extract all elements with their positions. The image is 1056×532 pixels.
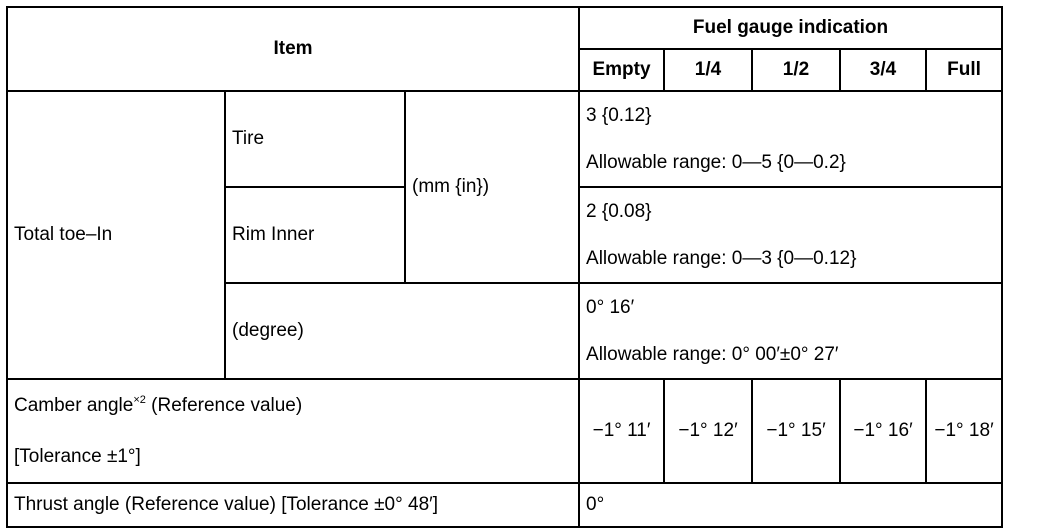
thrust-row xyxy=(7,483,1002,527)
camber-value-full: −1° 18′ xyxy=(926,379,1002,483)
alignment-spec-table xyxy=(6,6,1003,528)
level-header-empty: Empty xyxy=(579,49,664,91)
tire-value: 3 {0.12} xyxy=(586,104,652,126)
camber-tolerance: [Tolerance ±1°] xyxy=(14,445,141,467)
camber-value-quarter: −1° 12′ xyxy=(664,379,752,483)
camber-row xyxy=(7,379,1002,483)
camber-value-three-quarter: −1° 16′ xyxy=(840,379,926,483)
thrust-value: 0° xyxy=(579,483,1002,527)
rim-inner-label: Rim Inner xyxy=(225,187,405,283)
thrust-label: Thrust angle (Reference value) [Tolerance ±0° 48′] xyxy=(7,483,579,527)
level-header-three-quarter: 3/4 xyxy=(840,49,926,91)
rim-spec-cell xyxy=(579,187,1002,283)
degree-spec-cell xyxy=(579,283,1002,379)
tire-label: Tire xyxy=(225,91,405,187)
degree-value: 0° 16′ xyxy=(586,296,635,318)
toe-in-tire-row xyxy=(7,91,1002,187)
camber-footnote-mark: ×2 xyxy=(133,393,146,406)
level-header-full: Full xyxy=(926,49,1002,91)
rim-range: Allowable range: 0—3 {0—0.12} xyxy=(586,247,857,269)
rim-value: 2 {0.08} xyxy=(586,200,652,222)
tire-range: Allowable range: 0—5 {0—0.2} xyxy=(586,151,846,173)
toe-in-label: Total toe–In xyxy=(7,91,225,379)
mm-unit-label: (mm {in}) xyxy=(405,91,579,283)
fuel-gauge-header: Fuel gauge indication xyxy=(579,7,1002,49)
level-header-half: 1/2 xyxy=(752,49,840,91)
level-header-quarter: 1/4 xyxy=(664,49,752,91)
camber-label-cell xyxy=(7,379,579,483)
degree-unit-label: (degree) xyxy=(225,283,579,379)
camber-label-line xyxy=(14,394,572,418)
camber-label-suffix: (Reference value) xyxy=(151,394,303,416)
tire-spec-cell xyxy=(579,91,1002,187)
degree-range: Allowable range: 0° 00′±0° 27′ xyxy=(586,343,839,365)
item-header: Item xyxy=(7,7,579,91)
header-row-1 xyxy=(7,7,1002,49)
camber-label: Camber angle xyxy=(14,394,134,416)
camber-value-half: −1° 15′ xyxy=(752,379,840,483)
camber-value-empty: −1° 11′ xyxy=(579,379,664,483)
